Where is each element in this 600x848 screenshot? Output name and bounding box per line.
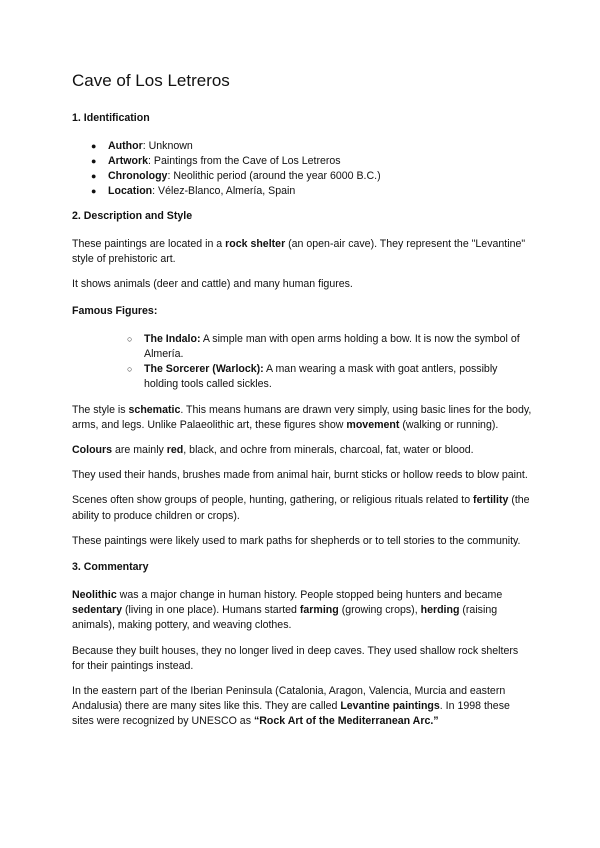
item-text: A man wearing a mask with goat antlers, possibly holding tools called sickles. xyxy=(144,362,498,390)
document-body xyxy=(72,70,532,730)
paragraph: They used their hands, brushes made from animal hair, burnt sticks or hollow reeds to blow paint. xyxy=(72,469,528,482)
list-item xyxy=(91,184,532,199)
item-text: : Vélez-Blanco, Almería, Spain xyxy=(152,185,296,197)
item-label: Author xyxy=(108,140,143,152)
item-label: The Sorcerer (Warlock): xyxy=(144,362,264,375)
paragraph: These paintings are located in a rock shelter (an open-air cave). They represent the "Levantine" style of prehistoric art. xyxy=(72,238,526,266)
item-text: : Paintings from the Cave of Los Letreros xyxy=(148,155,341,167)
item-label: Artwork xyxy=(108,155,149,167)
paragraph: Neolithic was a major change in human history. People stopped being hunters and became sedentary (living in one place). Humans started farming (growing crops), herding (raising animals), making pottery, and weaving clothes. xyxy=(72,589,503,632)
bullet-icon: ● xyxy=(91,171,97,181)
bullet-icon: ● xyxy=(91,186,97,196)
section-heading-identification: 1. Identification xyxy=(72,112,150,124)
section-heading-commentary: 3. Commentary xyxy=(72,561,149,574)
paragraph: These paintings were likely used to mark paths for shepherds or to tell stories to the community. xyxy=(72,534,521,547)
identification-list xyxy=(72,139,532,199)
item-text: : Unknown xyxy=(142,140,193,152)
bullet-icon: ● xyxy=(91,156,97,166)
item-text: : Neolithic period (around the year 6000 B.C.) xyxy=(167,170,381,182)
item-text: A simple man with open arms holding a bow. It is now the symbol of Almería. xyxy=(144,332,520,360)
paragraph: Scenes often show groups of people, hunting, gathering, or religious rituals related to fertility (the ability to produce children or crops). xyxy=(72,494,530,522)
famous-figures-list xyxy=(72,332,532,392)
item-label: Chronology xyxy=(108,170,168,182)
bullet-icon: ● xyxy=(91,141,97,151)
paragraph: Colours are mainly red, black, and ochre from minerals, charcoal, fat, water or blood. xyxy=(72,444,474,457)
paragraph: It shows animals (deer and cattle) and many human figures. xyxy=(72,278,353,291)
hollow-bullet-icon: ○ xyxy=(127,363,133,374)
list-item xyxy=(127,362,532,392)
list-item xyxy=(127,332,532,362)
paragraph: In the eastern part of the Iberian Peninsula (Catalonia, Aragon, Valencia, Murcia and eastern Andalusia) there are many sites like this. They are called Levantine paintings. In 1998 these sites were recognized by UNESCO as “Rock Art of the Mediterranean Arc.” xyxy=(72,685,510,728)
paragraph: The style is schematic. This means humans are drawn very simply, using basic lines for the body, arms, and legs. Unlike Palaeolithic art, these figures show movement (walking or running). xyxy=(72,403,532,431)
list-item xyxy=(91,169,532,184)
famous-figures-heading: Famous Figures: xyxy=(72,304,158,317)
list-item xyxy=(91,154,532,169)
section-heading-description: 2. Description and Style xyxy=(72,210,193,222)
hollow-bullet-icon: ○ xyxy=(127,333,133,344)
document-title: Cave of Los Letreros xyxy=(72,71,230,90)
paragraph: Because they built houses, they no longer lived in deep caves. They used shallow rock shelters for their paintings instead. xyxy=(72,644,519,672)
item-label: Location xyxy=(108,185,153,197)
item-label: The Indalo: xyxy=(144,332,201,345)
list-item xyxy=(91,139,532,154)
